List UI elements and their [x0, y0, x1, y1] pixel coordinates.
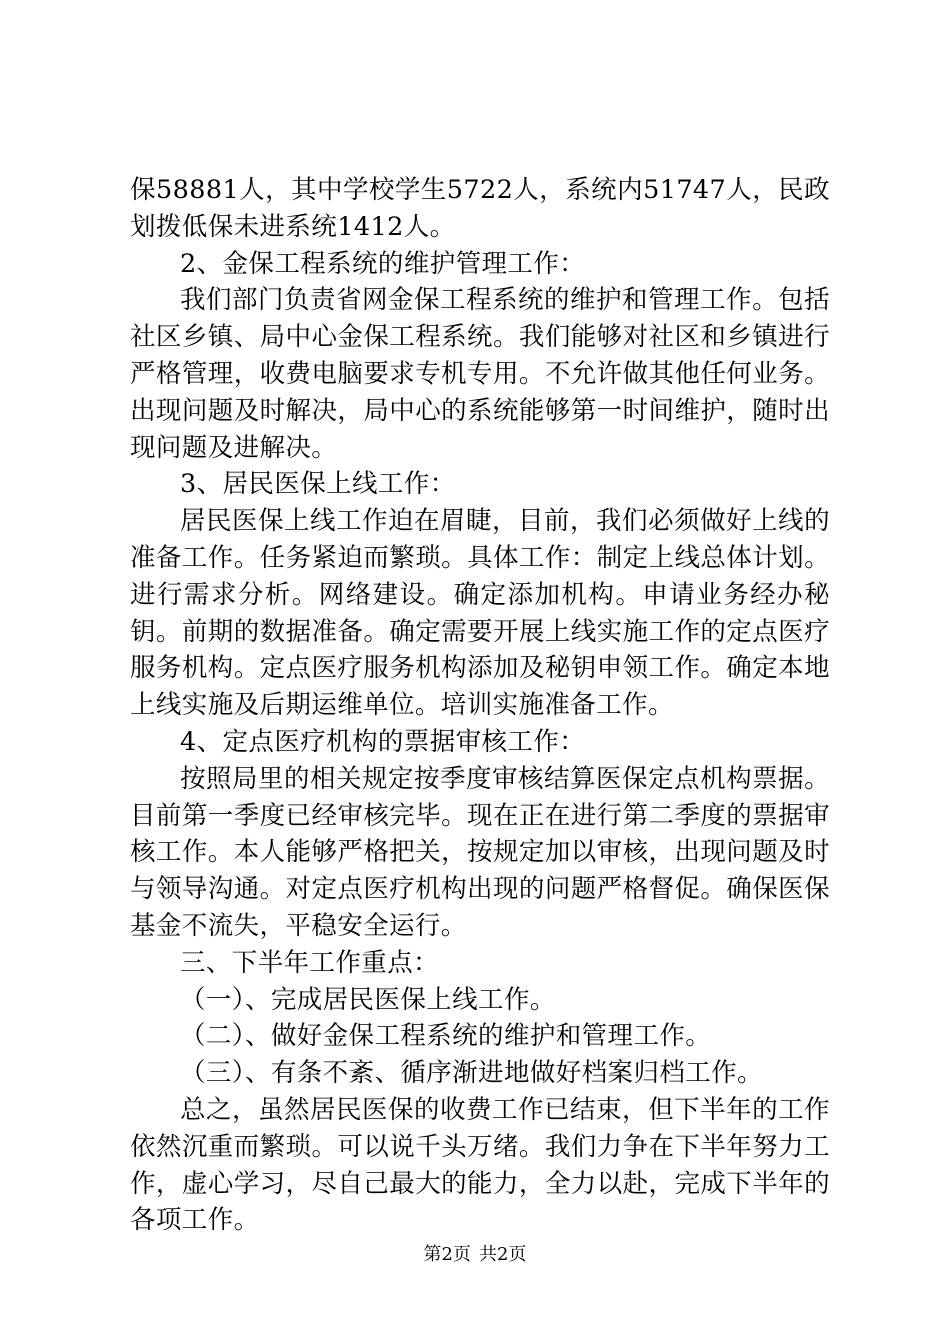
section-heading-plan: 三、下半年工作重点：	[180, 947, 440, 978]
paragraph-system-maintenance: 我们部门负责省网金保工程系统的维护和管理工作。包括社区乡镇、局中心金保工程系统。我们能够对社区和乡镇进行严格管理，收费电脑要求专机专用。不允许做其他任何业务。出现问题及时解决，局中心的系统能够第一时间维护，随时出现问题及进解决。	[130, 285, 830, 463]
document-body	[130, 172, 830, 1239]
plan-item-2: （二）、做好金保工程系统的维护和管理工作。	[180, 1021, 712, 1052]
paragraph-summary: 总之，虽然居民医保的收费工作已结束，但下半年的工作依然沉重而繁琐。可以说千头万绪。我们力争在下半年努力工作，虚心学习，尽自己最大的能力，全力以赴，完成下半年的各项工作。	[130, 1094, 830, 1236]
page-number: 第2页	[423, 1244, 471, 1265]
page-total: 共2页	[479, 1244, 527, 1265]
section-heading-2: 2、金保工程系统的维护管理工作：	[180, 248, 586, 279]
section-heading-4: 4、定点医疗机构的票据审核工作：	[180, 726, 586, 757]
paragraph-continuation: 保58881人，其中学校学生5722人，系统内51747人，民政划拨低保未进系统1412人。	[130, 175, 830, 242]
plan-item-1: （一）、完成居民医保上线工作。	[180, 984, 556, 1015]
page-footer	[0, 1243, 950, 1267]
section-heading-3: 3、居民医保上线工作：	[180, 469, 456, 500]
paragraph-receipt-audit: 按照局里的相关规定按季度审核结算医保定点机构票据。目前第一季度已经审核完毕。现在正在进行第二季度的票据审核工作。本人能够严格把关，按规定加以审核，出现问题及时与领导沟通。对定点医疗机构出现的问题严格督促。确保医保基金不流失，平稳安全运行。	[130, 763, 830, 941]
plan-item-3: （三）、有条不紊、循序渐进地做好档案归档工作。	[180, 1058, 763, 1089]
paragraph-medical-insurance-launch: 居民医保上线工作迫在眉睫，目前，我们必须做好上线的准备工作。任务紧迫而繁琐。具体工作：制定上线总体计划。进行需求分析。网络建设。确定添加机构。申请业务经办秘钥。前期的数据准备。确定需要开展上线实施工作的定点医疗服务机构。定点医疗服务机构添加及秘钥申领工作。确定本地上线实施及后期运维单位。培训实施准备工作。	[130, 506, 830, 721]
